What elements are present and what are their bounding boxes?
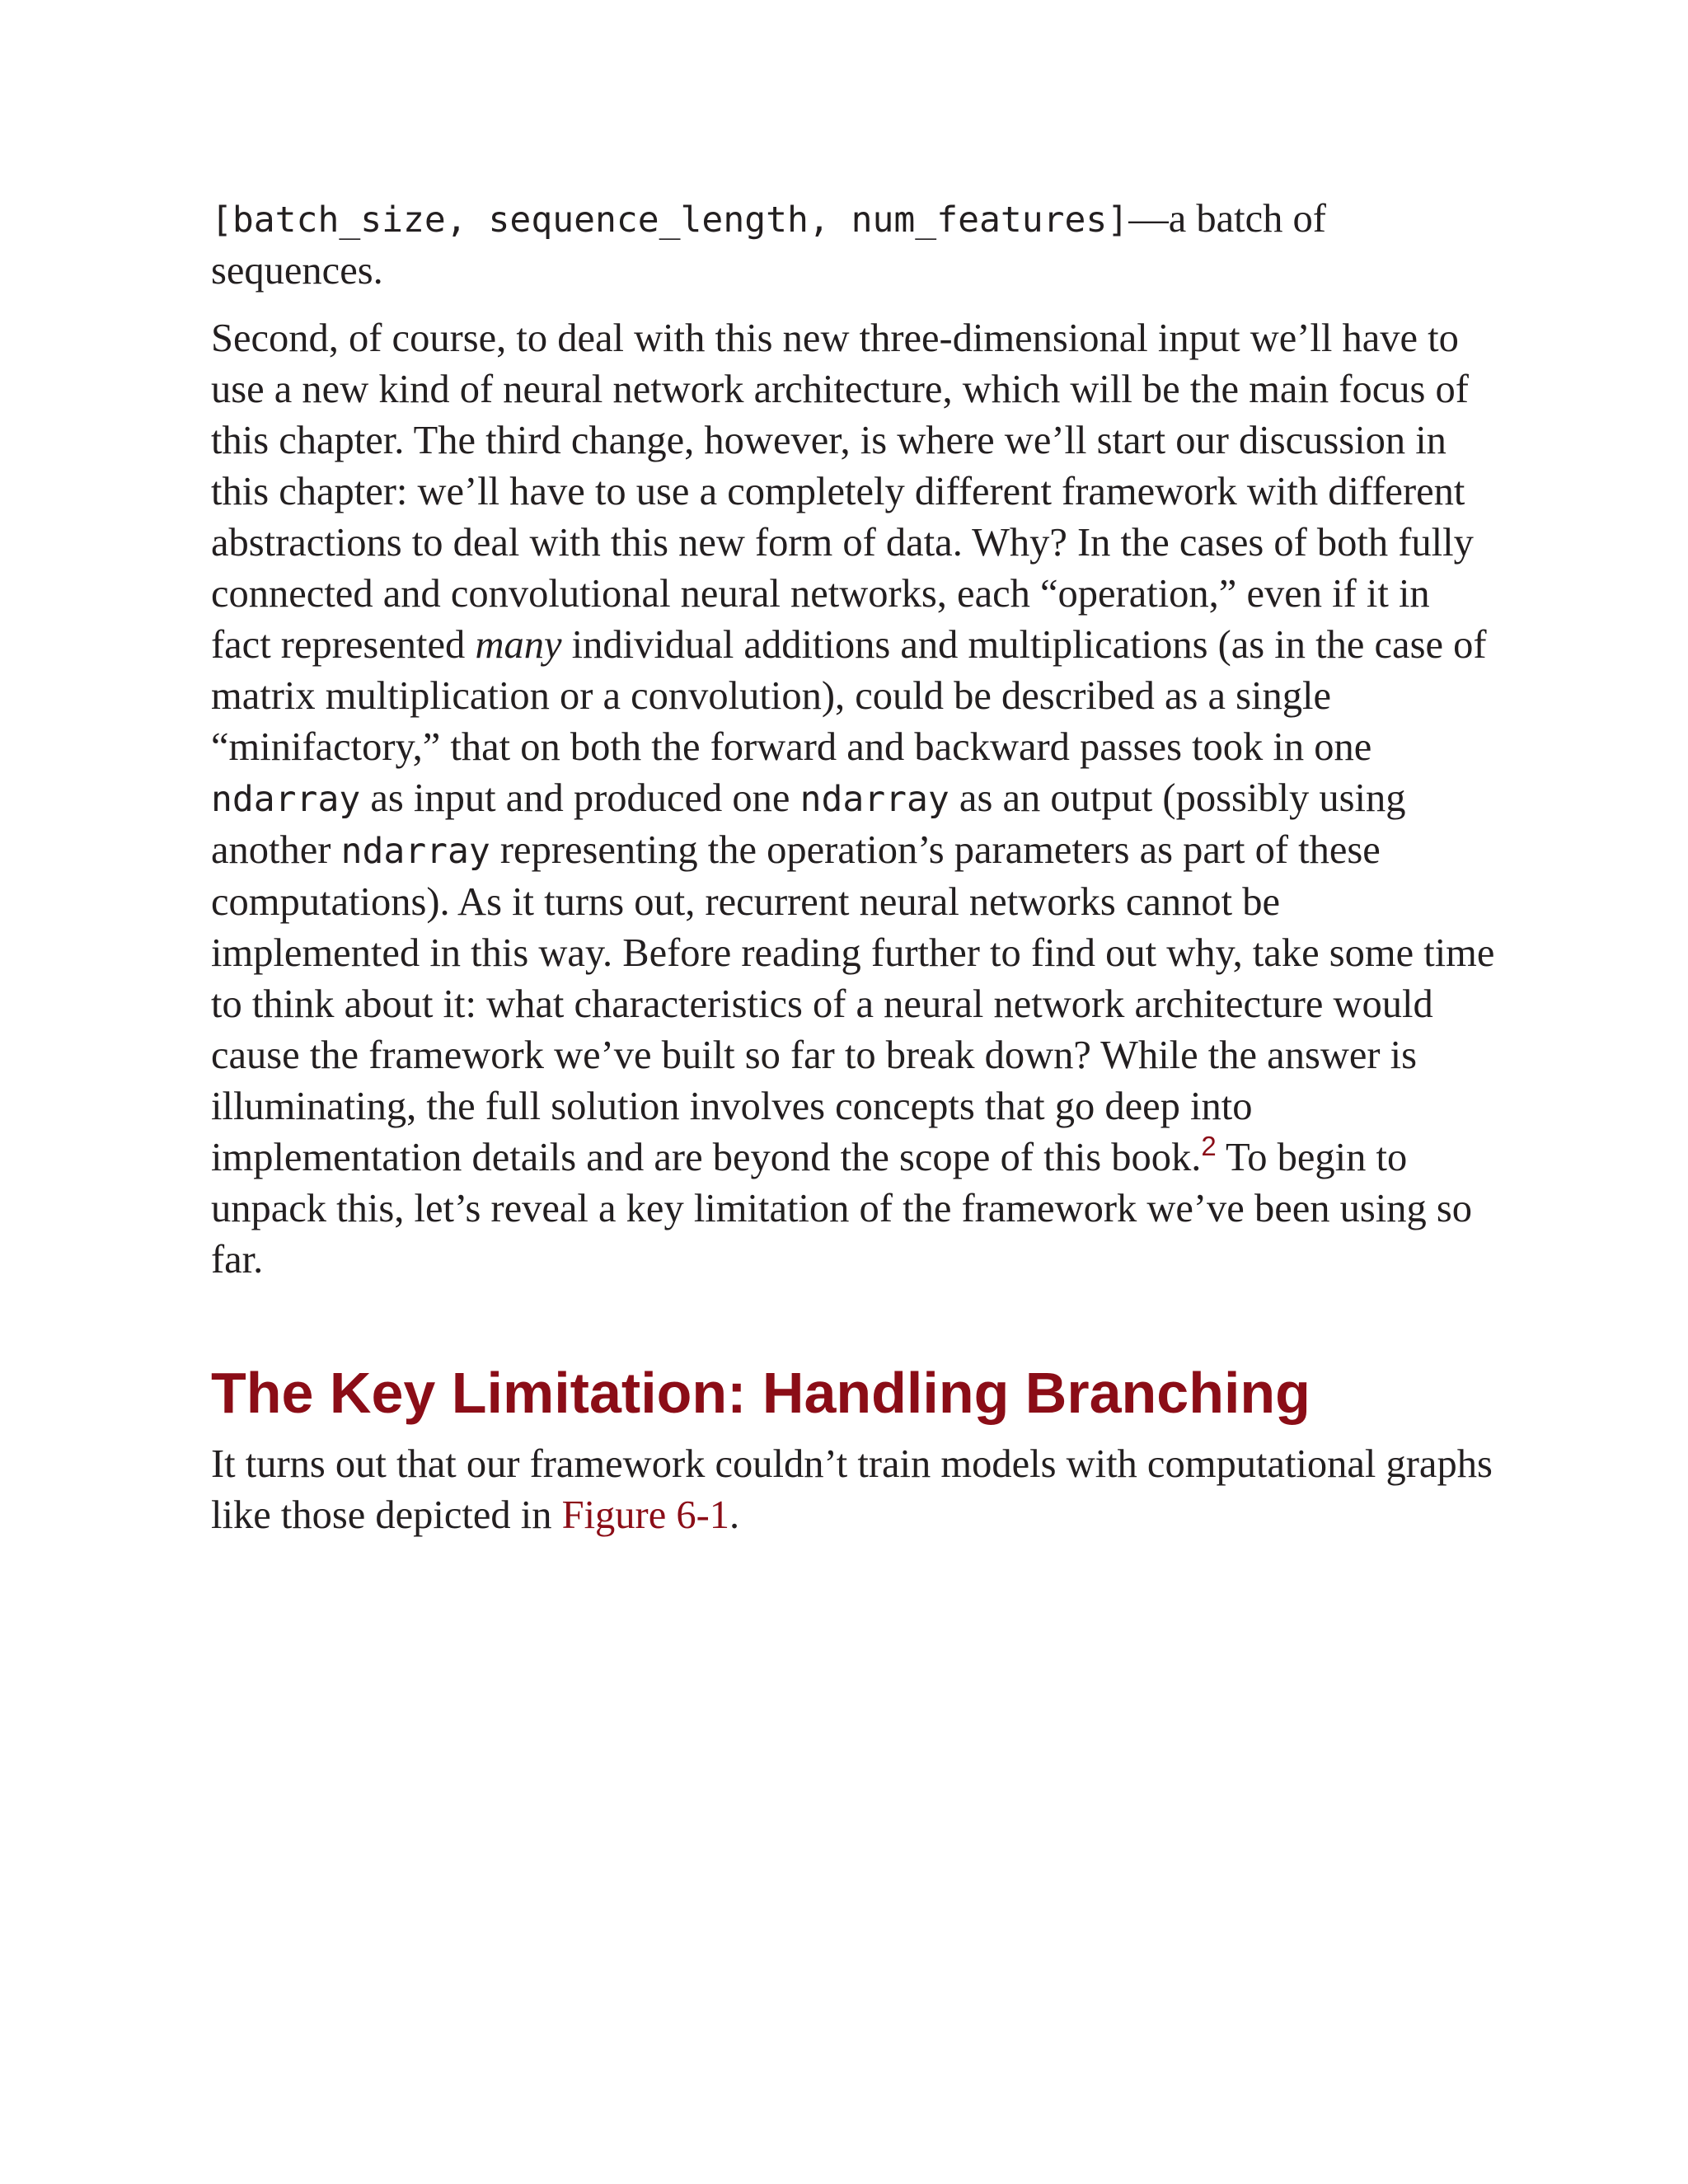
paragraph-text: representing the operation’s parameters as part of these computations). As it turns out, recurrent neural networks cannot be implemented in this way. Before reading further to find out why, take some time to think about it: what characteristics of a neural network architecture would cause the framework we’ve built so far to break down? While the answer is illuminating, the full solution involves concepts that go deep into implementation details and are beyond the scope of this book. [211,828,1495,1179]
footnote-link[interactable]: 2 [1201,1131,1217,1161]
paragraph-text: as input and produced one [360,776,800,820]
page-content [211,194,1497,1541]
section-heading: The Key Limitation: Handling Branching [211,1361,1311,1425]
paragraph-text: Second, of course, to deal with this new three-dimensional input we’ll have to use a new kind of neural network architecture, which will be the main focus of this chapter. The third change, however, is where we’ll start our discussion in this chapter: we’ll have to use a completely different framework with different abstractions to deal with this new form of data. Why? In the cases of both fully connected and convolutional neural networks, each “operation,” even if it in fact represented [211,316,1474,667]
paragraph-text: To begin to unpack this, let’s reveal a key limitation of the framework we’ve been using so far. [211,1136,1472,1282]
paragraph-framework-limitation [211,313,1497,1286]
code-batch-shape: [batch_size, sequence_length, num_features] [211,199,1129,241]
figure-link[interactable]: Figure 6-1 [561,1493,730,1537]
emphasis-many: many [475,623,562,667]
code-ndarray: ndarray [340,831,490,872]
code-ndarray: ndarray [799,779,950,820]
paragraph-text: as an output (possibly using another [211,776,1406,872]
code-ndarray: ndarray [211,779,361,820]
paragraph-batch-shape-text: —a batch of sequences. [211,197,1326,293]
paragraph-branching [211,1439,1497,1541]
paragraph-text: individual additions and multiplications (as in the case of matrix multiplication or a convolution), could be described as a single “minifactory,” that on both the forward and backward passes took in one [211,623,1487,769]
paragraph-text: It turns out that our framework couldn’t train models with computational graphs like those depicted in [211,1442,1493,1537]
paragraph-batch-shape [211,194,1497,297]
paragraph-text: . [729,1493,740,1537]
